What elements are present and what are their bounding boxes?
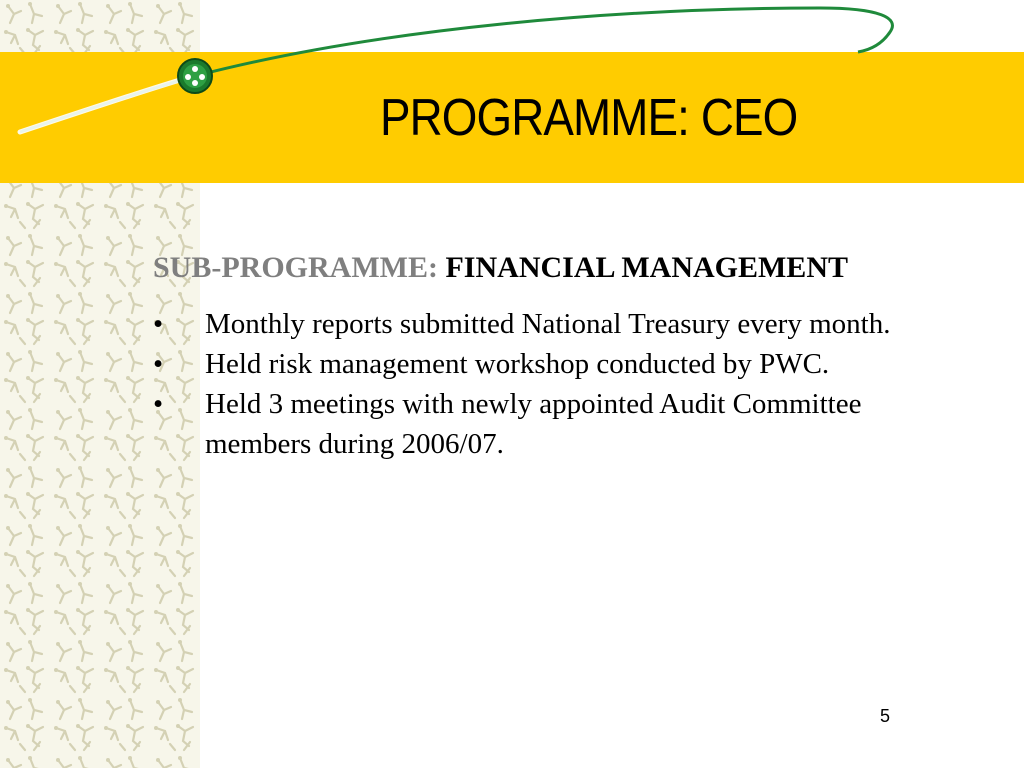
- sub-programme-value: FINANCIAL MANAGEMENT: [445, 251, 848, 284]
- sub-programme-heading: [153, 250, 848, 286]
- bullet-icon: •: [153, 388, 164, 420]
- bullet-text: Monthly reports submitted National Treasury every month.: [205, 308, 891, 340]
- page-number: 5: [880, 706, 891, 726]
- green-circle-logo-icon: [178, 59, 212, 93]
- bullet-icon: •: [153, 348, 164, 380]
- slide-title: PROGRAMME: CEO: [380, 89, 798, 147]
- sub-programme-label: SUB-PROGRAMME:: [153, 251, 438, 284]
- bullet-text: Held 3 meetings with newly appointed Audit Committee members during 2006/07.: [205, 388, 862, 460]
- bullet-item: [153, 384, 953, 464]
- bullet-item: [153, 304, 953, 344]
- bullet-icon: •: [153, 308, 164, 340]
- bullet-item: [153, 344, 953, 384]
- bullet-text: Held risk management workshop conducted by PWC.: [205, 348, 830, 380]
- bullet-list: [153, 304, 953, 464]
